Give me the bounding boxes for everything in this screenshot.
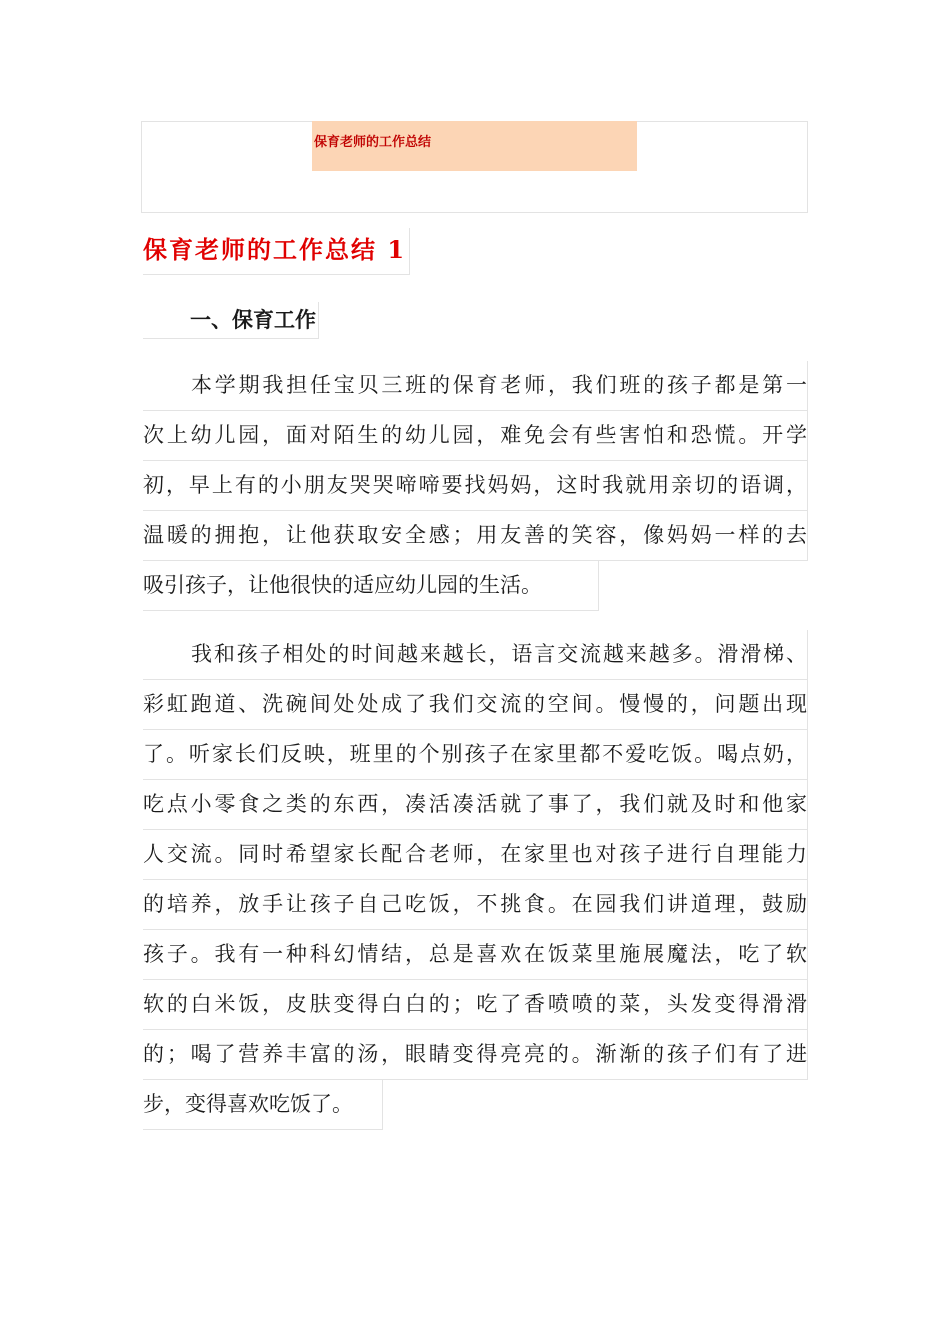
document-title: 保育老师的工作总结 1: [143, 228, 410, 275]
paragraph-2-line-7: 孩子。我有一种科幻情结，总是喜欢在饭菜里施展魔法，吃了软: [143, 930, 808, 980]
header-banner-title: 保育老师的工作总结: [314, 135, 432, 150]
paragraph-1-line-2: 次上幼儿园，面对陌生的幼儿园，难免会有些害怕和恐慌。开学: [143, 411, 808, 461]
paragraph-2-line-4: 吃点小零食之类的东西，凑活凑活就了事了，我们就及时和他家: [143, 780, 808, 830]
paragraph-2-line-9: 的；喝了营养丰富的汤，眼睛变得亮亮的。渐渐的孩子们有了进: [143, 1030, 808, 1080]
paragraph-2-line-6: 的培养，放手让孩子自己吃饭，不挑食。在园我们讲道理，鼓励: [143, 880, 808, 930]
paragraph-2-line-3: 了。听家长们反映，班里的个别孩子在家里都不爱吃饭。喝点奶，: [143, 730, 808, 780]
paragraph-2-line-2: 彩虹跑道、洗碗间处处成了我们交流的空间。慢慢的，问题出现: [143, 680, 808, 730]
paragraph-1-line-3: 初，早上有的小朋友哭哭啼啼要找妈妈，这时我就用亲切的语调，: [143, 461, 808, 511]
paragraph-1-line-5: 吸引孩子，让他很快的适应幼儿园的生活。: [143, 561, 599, 611]
paragraph-1-line-1: 本学期我担任宝贝三班的保育老师，我们班的孩子都是第一: [143, 361, 808, 411]
paragraph-2-line-5: 人交流。同时希望家长配合老师，在家里也对孩子进行自理能力: [143, 830, 808, 880]
section-heading: 一、保育工作: [143, 302, 319, 339]
paragraph-2-line-1: 我和孩子相处的时间越来越长，语言交流越来越多。滑滑梯、: [143, 630, 808, 680]
paragraph-1-line-4: 温暖的拥抱，让他获取安全感；用友善的笑容，像妈妈一样的去: [143, 511, 808, 561]
paragraph-2-line-8: 软的白米饭，皮肤变得白白的；吃了香喷喷的菜，头发变得滑滑: [143, 980, 808, 1030]
paragraph-2-line-10: 步，变得喜欢吃饭了。: [143, 1080, 383, 1130]
